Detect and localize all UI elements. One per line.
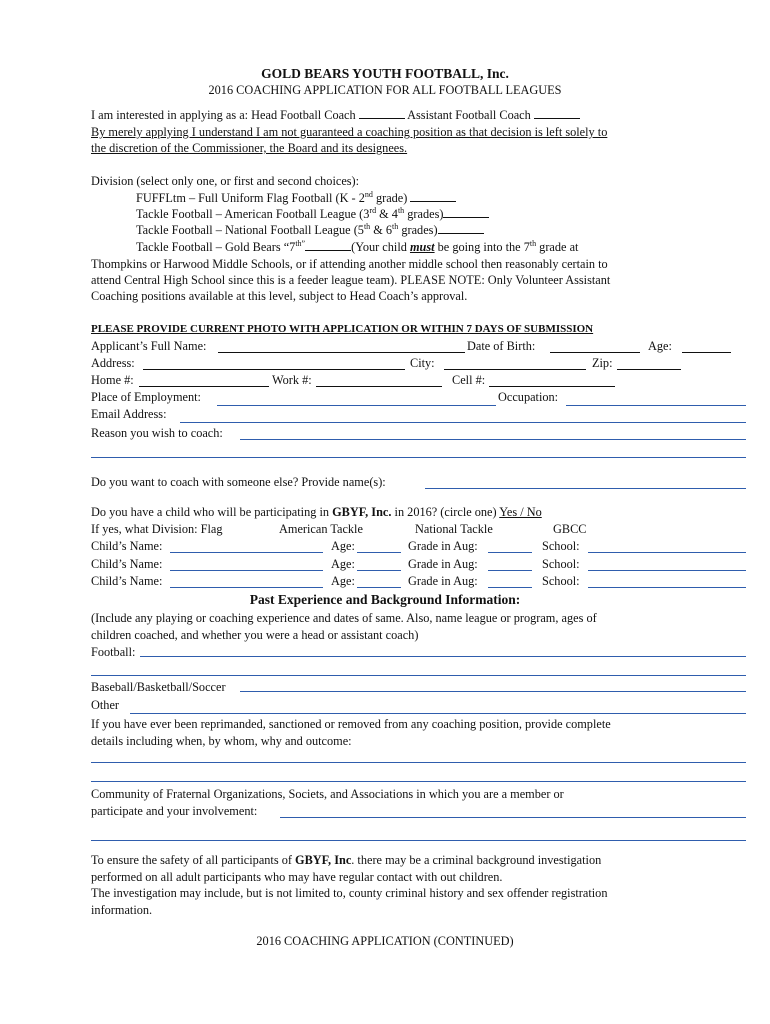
- child-division-gbcc[interactable]: GBCC: [553, 522, 587, 536]
- age-label: Age:: [648, 339, 672, 353]
- child-yes-no-choice[interactable]: Yes / No: [499, 505, 542, 519]
- child-3-name-label: Child’s Name:: [91, 574, 163, 588]
- child-3-school-field[interactable]: [588, 587, 746, 588]
- email-field[interactable]: [180, 422, 746, 423]
- disclaimer-line-2: the discretion of the Commissioner, the Board and its designees.: [91, 141, 408, 155]
- reprimand-field-line-1[interactable]: [91, 762, 746, 763]
- dob-label: Date of Birth:: [467, 339, 536, 353]
- child-1-school-label: School:: [542, 539, 580, 553]
- safety-line-2: performed on all adult participants who may have regular contact with out children.: [91, 870, 503, 884]
- community-line-2: participate and your involvement:: [91, 804, 258, 818]
- other-field[interactable]: [130, 713, 746, 714]
- employment-label: Place of Employment:: [91, 390, 201, 404]
- safety-text-end: . there may be a criminal background investigation: [351, 853, 602, 867]
- division-nfl-text-mid: & 6: [370, 223, 393, 237]
- home-phone-label: Home #:: [91, 373, 134, 387]
- child-3-age-field[interactable]: [357, 587, 401, 588]
- age-field[interactable]: [682, 352, 731, 353]
- division-flag-sup: nd: [364, 189, 373, 199]
- division-gb-must: must: [409, 240, 435, 254]
- home-phone-field[interactable]: [139, 386, 269, 387]
- division-gb-text: Tackle Football – Gold Bears “7: [136, 240, 296, 254]
- division-option-afl: [136, 206, 489, 222]
- safety-text-start: To ensure the safety of all participants of: [91, 853, 296, 867]
- child-question-text: Do you have a child who will be participating in: [91, 505, 333, 519]
- child-2-grade-field[interactable]: [488, 570, 532, 571]
- child-3-school-label: School:: [542, 574, 580, 588]
- assistant-coach-checkline[interactable]: [534, 107, 580, 119]
- reprimand-line-1: If you have ever been reprimanded, sanctioned or removed from any coaching position, provide complete: [91, 717, 611, 731]
- child-3-name-field[interactable]: [170, 587, 323, 588]
- division-nfl-checkline[interactable]: [438, 222, 484, 234]
- football-field-line-2[interactable]: [91, 675, 746, 676]
- page-subtitle: 2016 COACHING APPLICATION FOR ALL FOOTBALL LEAGUES: [208, 83, 562, 97]
- address-label: Address:: [91, 356, 135, 370]
- photo-notice: PLEASE PROVIDE CURRENT PHOTO WITH APPLICATION OR WITHIN 7 DAYS OF SUBMISSION: [91, 323, 594, 335]
- child-2-school-label: School:: [542, 557, 580, 571]
- full-name-label: Applicant’s Full Name:: [91, 339, 207, 353]
- occupation-field[interactable]: [566, 405, 746, 406]
- safety-line-4: information.: [91, 903, 153, 917]
- child-1-age-field[interactable]: [357, 552, 401, 553]
- division-gb-line-2: Thompkins or Harwood Middle Schools, or if attending another middle school then reasonably certain to: [91, 257, 608, 271]
- division-gb-line-3: attend Central High School since this is a feeder league team). PLEASE NOTE: Only Volunteer Assistant: [91, 273, 611, 287]
- child-1-name-field[interactable]: [170, 552, 323, 553]
- division-afl-text: Tackle Football – American Football League (3: [136, 207, 370, 221]
- cell-phone-label: Cell #:: [452, 373, 486, 387]
- safety-org: GBYF, Inc: [295, 853, 352, 867]
- coach-with-field[interactable]: [425, 488, 746, 489]
- division-nfl-sup1: th: [363, 221, 371, 231]
- community-line-1: Community of Fraternal Organizations, Societs, and Associations in which you are a member or: [91, 787, 564, 801]
- child-3-age-label: Age:: [331, 574, 355, 588]
- city-label: City:: [410, 356, 435, 370]
- zip-field[interactable]: [617, 369, 681, 370]
- community-field-line-1[interactable]: [280, 817, 746, 818]
- division-gb-checkline[interactable]: [305, 239, 351, 251]
- child-3-grade-field[interactable]: [488, 587, 532, 588]
- city-field[interactable]: [444, 369, 586, 370]
- division-gb-sup: th”: [295, 238, 306, 248]
- division-nfl-sup2: th: [392, 221, 399, 231]
- community-field-line-2[interactable]: [91, 840, 746, 841]
- child-division-prefix: If yes, what Division: Flag: [91, 522, 223, 536]
- experience-note-line-1: (Include any playing or coaching experience and dates of same. Also, name league or program, ages of: [91, 611, 597, 625]
- division-afl-sup1: rd: [369, 205, 377, 215]
- child-1-name-label: Child’s Name:: [91, 539, 163, 553]
- division-gb-note-end: grade at: [536, 240, 579, 254]
- page-footer: 2016 COACHING APPLICATION (CONTINUED): [256, 934, 514, 948]
- occupation-label: Occupation:: [498, 390, 559, 404]
- safety-line-1: [91, 852, 601, 868]
- child-question-org: GBYF, Inc.: [332, 505, 392, 519]
- football-field-line-1[interactable]: [140, 656, 746, 657]
- child-1-school-field[interactable]: [588, 552, 746, 553]
- reason-field-line-2[interactable]: [91, 457, 746, 458]
- full-name-field[interactable]: [218, 352, 465, 353]
- other-label: Other: [91, 698, 119, 712]
- division-afl-text-end: grades): [404, 207, 444, 221]
- child-question-year: in 2016? (circle one): [391, 505, 500, 519]
- division-option-flag: [136, 190, 456, 206]
- coach-with-label: Do you want to coach with someone else? Provide name(s):: [91, 475, 386, 489]
- division-gb-note: (Your child: [351, 240, 410, 254]
- experience-note-line-2: children coached, and whether you were a head or assistant coach): [91, 628, 419, 642]
- child-2-school-field[interactable]: [588, 570, 746, 571]
- division-gb-note-mid: be going into the 7: [434, 240, 530, 254]
- division-option-goldbears: [136, 239, 578, 255]
- apply-role-line: [91, 107, 580, 123]
- division-flag-text-end: grade): [372, 191, 408, 205]
- reason-label: Reason you wish to coach:: [91, 426, 223, 440]
- child-1-age-label: Age:: [331, 539, 355, 553]
- other-sports-label: Baseball/Basketball/Soccer: [91, 680, 226, 694]
- reprimand-line-2: details including when, by whom, why and outcome:: [91, 734, 352, 748]
- address-field[interactable]: [143, 369, 405, 370]
- division-nfl-text-end: grades): [398, 223, 438, 237]
- other-sports-field[interactable]: [240, 691, 746, 692]
- child-3-grade-label: Grade in Aug:: [408, 574, 478, 588]
- head-coach-checkline[interactable]: [359, 107, 405, 119]
- child-1-grade-field[interactable]: [488, 552, 532, 553]
- child-2-age-field[interactable]: [357, 570, 401, 571]
- child-division-national[interactable]: National Tackle: [415, 522, 493, 536]
- division-afl-sup2: th: [397, 205, 405, 215]
- work-phone-label: Work #:: [272, 373, 312, 387]
- division-flag-checkline[interactable]: [410, 190, 456, 202]
- zip-label: Zip:: [592, 356, 613, 370]
- assistant-coach-label: Assistant Football Coach: [407, 108, 531, 122]
- apply-role-label: I am interested in applying as a: Head Football Coach: [91, 108, 356, 122]
- division-afl-checkline[interactable]: [443, 206, 489, 218]
- child-2-name-label: Child’s Name:: [91, 557, 163, 571]
- football-label: Football:: [91, 645, 136, 659]
- child-division-american[interactable]: American Tackle: [279, 522, 363, 536]
- experience-heading: Past Experience and Background Information:: [249, 592, 521, 607]
- child-2-grade-label: Grade in Aug:: [408, 557, 478, 571]
- division-option-nfl: [136, 222, 484, 238]
- cell-phone-field[interactable]: [489, 386, 615, 387]
- work-phone-field[interactable]: [316, 386, 442, 387]
- division-flag-text: FUFFLtm – Full Uniform Flag Football (K - 2: [136, 191, 365, 205]
- division-gb-sup2: th: [529, 238, 537, 248]
- email-label: Email Address:: [91, 407, 167, 421]
- child-2-name-field[interactable]: [170, 570, 323, 571]
- division-gb-line-4: Coaching positions available at this level, subject to Head Coach’s approval.: [91, 289, 468, 303]
- child-1-grade-label: Grade in Aug:: [408, 539, 478, 553]
- dob-field[interactable]: [550, 352, 640, 353]
- page-title: GOLD BEARS YOUTH FOOTBALL, Inc.: [261, 66, 509, 81]
- disclaimer-line-1: By merely applying I understand I am not guaranteed a coaching position as that decision is left solely to: [91, 125, 608, 139]
- division-nfl-text: Tackle Football – National Football League (5: [136, 223, 364, 237]
- safety-line-3: The investigation may include, but is not limited to, county criminal history and sex offender registration: [91, 886, 608, 900]
- reason-field-line-1[interactable]: [240, 439, 746, 440]
- division-intro: Division (select only one, or first and second choices):: [91, 174, 360, 188]
- child-question: [91, 504, 542, 520]
- employment-field[interactable]: [217, 405, 496, 406]
- child-2-age-label: Age:: [331, 557, 355, 571]
- division-afl-text-mid: & 4: [376, 207, 398, 221]
- reprimand-field-line-2[interactable]: [91, 781, 746, 782]
